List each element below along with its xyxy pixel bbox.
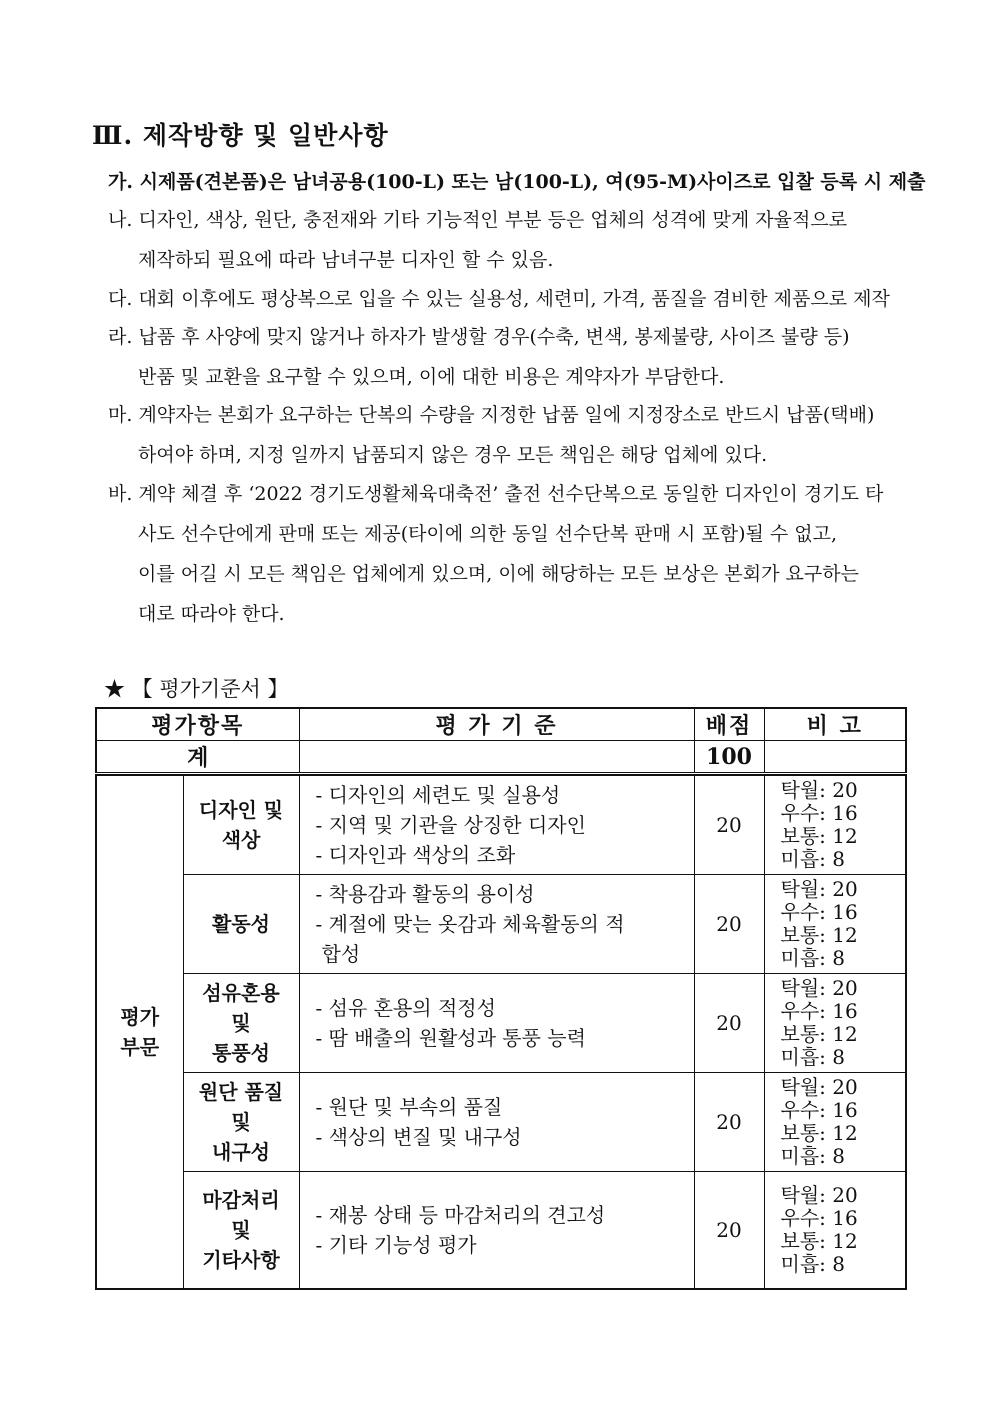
score-cell: 20 <box>694 1172 764 1290</box>
item-line: 계약자는 본회가 요구하는 단복의 수량을 지정한 납품 일에 지정장소로 반드시 납품(택배) <box>138 404 875 426</box>
criteria-line: - 섬유 혼용의 적정성 <box>315 996 496 1020</box>
item-marker: 마. <box>108 404 133 426</box>
criteria-line: - 색상의 변질 및 내구성 <box>315 1125 522 1149</box>
grade-line: 탁월: 20 <box>780 1075 858 1099</box>
item-marker: 나. <box>108 209 133 231</box>
grade-line: 미흡: 8 <box>780 1045 845 1069</box>
category-cell <box>183 1073 299 1172</box>
general-item <box>108 395 908 475</box>
total-row <box>96 741 906 774</box>
item-line: 제작하되 필요에 따라 남녀구분 디자인 할 수 있음. <box>138 249 554 271</box>
grade-cell <box>764 1172 906 1290</box>
criteria-line: - 디자인과 색상의 조화 <box>315 843 516 867</box>
category-line: 및 <box>231 1011 251 1035</box>
grade-cell <box>764 875 906 974</box>
criteria-cell <box>299 1073 694 1172</box>
criteria-cell <box>299 776 694 875</box>
item-line: 디자인, 색상, 원단, 충전재와 기타 기능적인 부분 등은 업체의 성격에 맞게 자율적으로 <box>138 209 848 231</box>
grade-line: 우수: 16 <box>780 1206 858 1230</box>
grade-line: 보통: 12 <box>780 1121 858 1145</box>
category-cell <box>183 776 299 875</box>
category-line: 및 <box>231 1110 251 1134</box>
grade-line: 보통: 12 <box>780 1022 858 1046</box>
header-score: 배점 <box>694 708 764 741</box>
score-cell: 20 <box>694 875 764 974</box>
grade-line: 보통: 12 <box>780 923 858 947</box>
section-label-line: 평가 <box>120 1005 160 1029</box>
grade-line: 탁월: 20 <box>780 877 858 901</box>
item-line: 이를 어길 시 모든 책임은 업체에게 있으며, 이에 해당하는 모든 보상은 본회가 요구하는 <box>138 563 859 585</box>
header-note: 비 고 <box>764 708 906 741</box>
item-line: 시제품(견본품)은 남녀공용(100-L) 또는 남(100-L), 여(95-M)사이즈로 입찰 등록 시 제출 <box>139 171 926 193</box>
category-line: 기타사항 <box>202 1248 280 1272</box>
item-marker: 바. <box>108 483 133 505</box>
grade-line: 보통: 12 <box>780 1229 858 1253</box>
criteria-line: - 디자인의 세련도 및 실용성 <box>315 783 561 807</box>
criteria-line: - 원단 및 부속의 품질 <box>315 1095 503 1119</box>
category-line: 통풍성 <box>212 1041 270 1065</box>
item-line: 계약 체결 후 ‘2022 경기도생활체육대축전’ 출전 선수단복으로 동일한 디자인이 경기도 타 <box>138 483 884 505</box>
total-label: 계 <box>96 741 299 774</box>
evaluation-title: ★ 【 평가기준서 】 <box>104 677 289 701</box>
total-criteria <box>299 741 694 774</box>
grade-cell <box>764 974 906 1073</box>
category-line: 섬유혼용 <box>202 981 280 1005</box>
item-line: 대로 따라야 한다. <box>138 603 285 625</box>
criteria-line: 합성 <box>321 942 361 966</box>
item-marker: 다. <box>108 288 133 310</box>
header-item: 평가항목 <box>96 708 299 741</box>
category-line: 색상 <box>221 828 261 852</box>
category-line: 및 <box>231 1218 251 1242</box>
grade-line: 탁월: 20 <box>780 1183 858 1207</box>
criteria-line: - 지역 및 기관을 상징한 디자인 <box>315 813 586 837</box>
table-row <box>96 974 906 1073</box>
criteria-line: - 계절에 맞는 옷감과 체육활동의 적 <box>315 912 625 936</box>
total-note <box>764 741 906 774</box>
grade-line: 탁월: 20 <box>780 976 858 1000</box>
item-line: 대회 이후에도 평상복으로 입을 수 있는 실용성, 세련미, 가격, 품질을 겸비한 제품으로 제작 <box>138 288 890 310</box>
grade-cell <box>764 1073 906 1172</box>
grade-line: 미흡: 8 <box>780 1144 845 1168</box>
item-line: 납품 후 사양에 맞지 않거나 하자가 발생할 경우(수축, 변색, 봉제불량, 사이즈 불량 등) <box>138 326 850 348</box>
table-row <box>96 776 906 875</box>
item-line: 하여야 하며, 지정 일까지 납품되지 않은 경우 모든 책임은 해당 업체에 있다. <box>138 444 768 466</box>
grade-line: 우수: 16 <box>780 801 858 825</box>
item-line: 사도 선수단에게 판매 또는 제공(타이에 의한 동일 선수단복 판매 시 포함)될 수 없고, <box>138 523 838 545</box>
category-line: 원단 품질 <box>198 1080 284 1104</box>
score-cell: 20 <box>694 974 764 1073</box>
category-line: 활동성 <box>212 912 270 936</box>
table-row <box>96 875 906 974</box>
section-label-line: 부문 <box>120 1035 160 1059</box>
criteria-cell <box>299 974 694 1073</box>
category-cell <box>183 974 299 1073</box>
section-number: Ⅲ. <box>92 121 134 150</box>
score-cell: 20 <box>694 776 764 875</box>
criteria-line: - 착용감과 활동의 용이성 <box>315 882 535 906</box>
criteria-cell <box>299 875 694 974</box>
category-line: 마감처리 <box>202 1188 280 1212</box>
general-item <box>108 474 908 634</box>
general-item <box>108 279 908 319</box>
grade-line: 우수: 16 <box>780 900 858 924</box>
grade-line: 우수: 16 <box>780 1098 858 1122</box>
evaluation-table <box>95 707 907 1290</box>
criteria-line: - 기타 기능성 평가 <box>315 1233 477 1257</box>
score-cell: 20 <box>694 1073 764 1172</box>
table-row <box>96 1073 906 1172</box>
section-heading <box>92 116 389 152</box>
header-criteria: 평 가 기 준 <box>299 708 694 741</box>
grade-line: 우수: 16 <box>780 999 858 1023</box>
category-cell <box>183 875 299 974</box>
grade-line: 미흡: 8 <box>780 1252 845 1276</box>
general-item <box>108 200 908 280</box>
general-item <box>108 317 908 397</box>
grade-cell <box>764 776 906 875</box>
category-line: 디자인 및 <box>198 798 284 822</box>
grade-line: 미흡: 8 <box>780 946 845 970</box>
grade-line: 보통: 12 <box>780 824 858 848</box>
category-line: 내구성 <box>212 1140 270 1164</box>
item-marker: 라. <box>108 326 133 348</box>
item-marker: 가. <box>108 171 133 193</box>
grade-line: 탁월: 20 <box>780 778 858 802</box>
criteria-line: - 재봉 상태 등 마감처리의 견고성 <box>315 1203 606 1227</box>
category-cell <box>183 1172 299 1290</box>
general-item <box>108 162 926 202</box>
criteria-line: - 땀 배출의 원활성과 통풍 능력 <box>315 1026 586 1050</box>
item-line: 반품 및 교환을 요구할 수 있으며, 이에 대한 비용은 계약자가 부담한다. <box>138 366 725 388</box>
grade-line: 미흡: 8 <box>780 847 845 871</box>
section-title: 제작방향 및 일반사항 <box>142 121 389 150</box>
criteria-cell <box>299 1172 694 1290</box>
section-label <box>96 776 183 1290</box>
table-row <box>96 1172 906 1290</box>
table-header-row <box>96 708 906 741</box>
total-score: 100 <box>694 741 764 774</box>
